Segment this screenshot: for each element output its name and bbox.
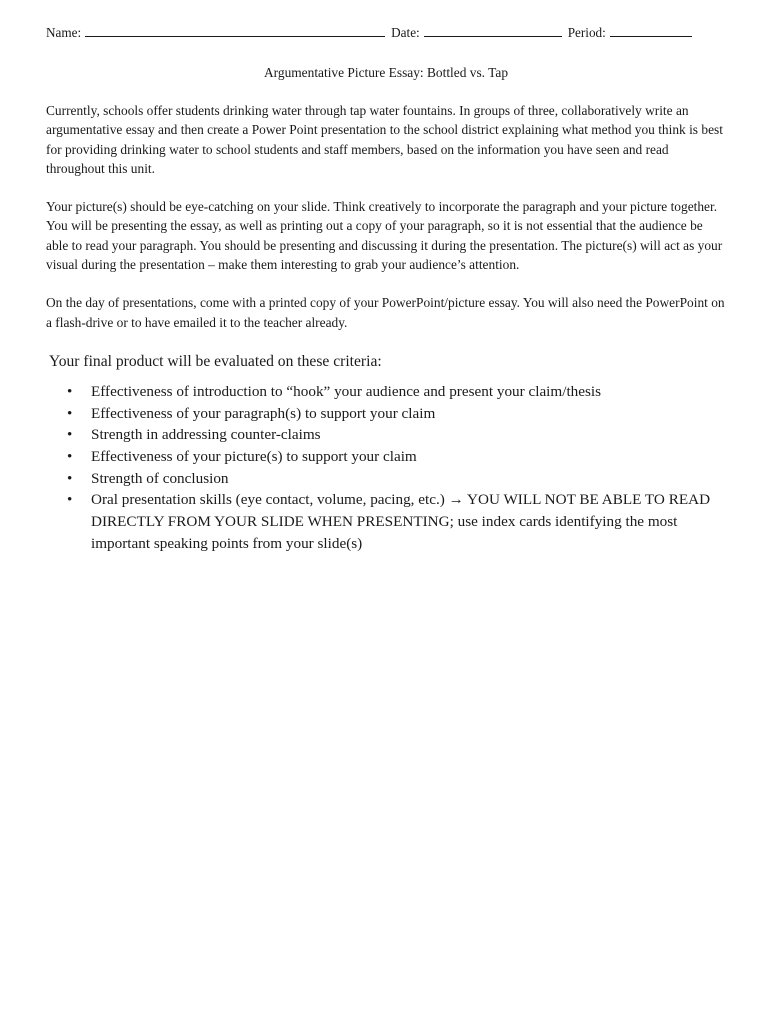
bullet-icon: • — [67, 491, 73, 509]
presentation-day-paragraph: On the day of presentations, come with a printed copy of your PowerPoint/picture essay. You will also need the PowerPoint on a flash-drive or to have emailed it to the teacher already. — [46, 295, 725, 330]
bullet-icon: • — [67, 426, 73, 444]
worksheet-page — [46, 22, 726, 555]
criteria-heading: Your final product will be evaluated on these criteria: — [49, 352, 382, 370]
criteria-item — [46, 424, 726, 446]
bullet-icon: • — [67, 448, 73, 466]
criteria-item-text: Effectiveness of introduction to “hook” your audience and present your claim/thesis — [91, 382, 602, 400]
criteria-item — [46, 446, 726, 468]
criteria-list — [46, 381, 726, 555]
criteria-item — [46, 489, 726, 554]
criteria-item-text: Effectiveness of your picture(s) to support your claim — [91, 448, 417, 466]
name-label: Name: — [46, 25, 82, 40]
header-fields — [46, 22, 726, 43]
criteria-item — [46, 403, 726, 425]
intro-paragraph: Currently, schools offer students drinking water through tap water fountains. In groups of three, collaboratively write an argumentative essay and then create a Power Point presentation to the school district explaining what method you think is best for providing drinking water to school students and staff members, based on the information you have seen and read throughout this unit. — [46, 103, 723, 176]
criteria-item — [46, 468, 726, 490]
bullet-icon: • — [67, 382, 73, 400]
bullet-icon: • — [67, 469, 73, 487]
criteria-item-text: Effectiveness of your paragraph(s) to support your claim — [91, 404, 436, 422]
date-blank-line — [424, 22, 562, 37]
criteria-item-text: Oral presentation skills (eye contact, volume, pacing, etc.) → YOU WILL NOT BE ABLE TO READ DIRECTLY FROM YOUR SLIDE WHEN PRESENTING; use index cards identifying the most important speaking points from your slide(s) — [91, 491, 711, 552]
period-label: Period: — [567, 25, 606, 40]
criteria-item — [46, 381, 726, 403]
name-blank-line — [85, 22, 385, 37]
page-title: Argumentative Picture Essay: Bottled vs. Tap — [263, 65, 509, 80]
bullet-icon: • — [67, 404, 73, 422]
date-label: Date: — [391, 25, 420, 40]
criteria-item-text: Strength of conclusion — [91, 469, 229, 487]
picture-paragraph: Your picture(s) should be eye-catching on your slide. Think creatively to incorporate the paragraph and your picture together. You will be presenting the essay, as well as printing out a copy of your paragraph, so it is not essential that the audience be able to read your paragraph. You should be presenting and discussing it during the presentation. The picture(s) will act as your visual during the presentation – make them interesting to grab your audience’s attention. — [46, 199, 723, 273]
criteria-item-text: Strength in addressing counter-claims — [91, 426, 321, 444]
period-blank-line — [610, 22, 692, 37]
